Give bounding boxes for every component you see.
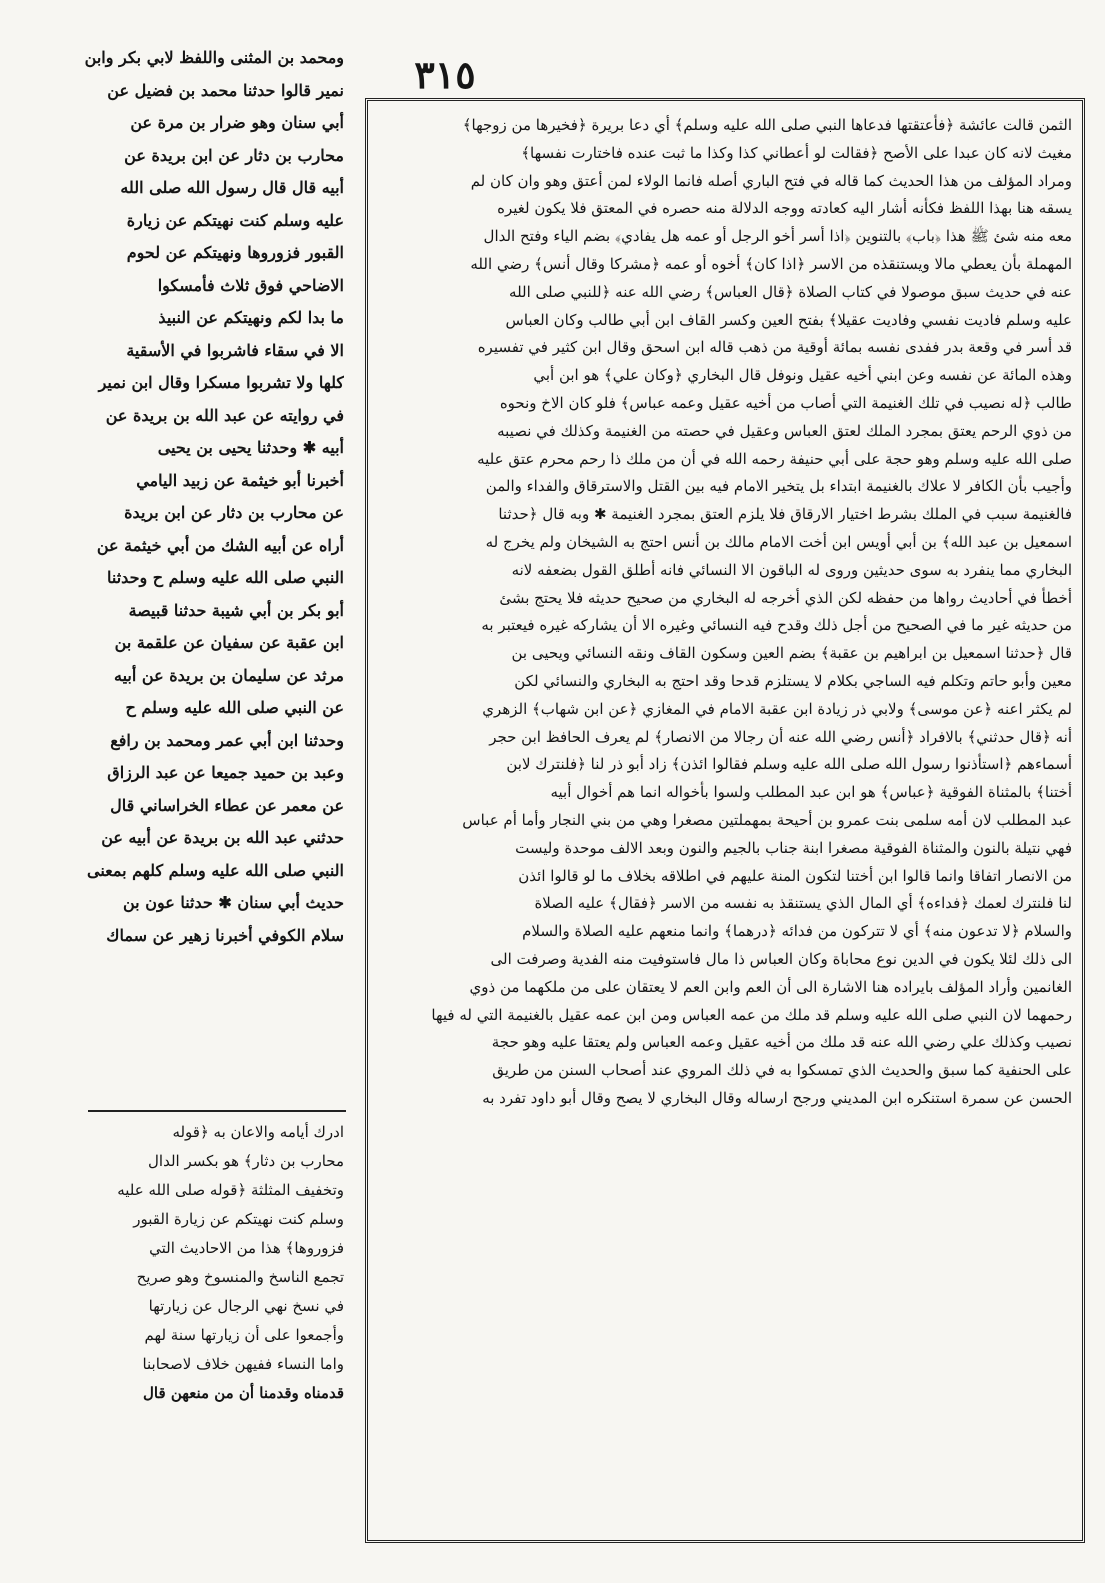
note-line: تجمع الناسخ والمنسوخ وهو صريح — [136, 1268, 344, 1286]
commentary-line: مغيث لانه كان عبدا على الأصح ﴿فقالت لو أعطاني كذا وكذا ما ثبت عنده فاختارت نفسها﴾ — [521, 143, 1072, 162]
commentary-line: فهي نتيلة بالنون والمثناة الفوقية مصغرا ابنة جناب بالجيم والنون وبعد الالف موحدة وليست — [515, 838, 1072, 857]
commentary-line: يسقه هنا بهذا اللفظ فكأنه أشار اليه كعادته ووجه الدلالة منه حصره في المعتق فلا يكون لغيره — [497, 199, 1072, 218]
commentary-line: الى ذلك لئلا يكون في الدين نوع محاباة وكان العباس ذا مال فاستوفيت منه الفدية وصرفت الى — [490, 949, 1072, 968]
hadith-line: كلها ولا تشربوا مسكرا وقال ابن نمير — [98, 373, 344, 392]
hadith-line: أراه عن أبيه الشك من أبي خيثمة عن — [96, 535, 344, 555]
commentary-line: عبد المطلب لان أمه سلمى بنت عمرو بن أحيحة بمهملتين مصغرا وهي من بني النجار وأما أم عباس — [462, 810, 1072, 829]
commentary-line: أنه ﴿قال حدثني﴾ بالافراد ﴿أنس رضي الله عنه أن رجالا من الانصار﴾ لم يعرف الحافظ ابن حجر — [489, 727, 1072, 746]
commentary-line: طالب ﴿له نصيب في تلك الغنيمة التي أصاب من أخيه عقيل وعمه عباس﴾ فلو كان الاخ ونحوه — [499, 393, 1072, 412]
commentary-line: نصيب وكذلك علي رضي الله عنه قد ملك من أخيه عقيل وعمه العباس ولم يعتقا عليه وهو حجة — [491, 1033, 1072, 1052]
commentary-line: عنه في حديث سبق موصولا في كتاب الصلاة ﴿قال العباس﴾ رضي الله عنه ﴿للنبي صلى الله — [509, 282, 1072, 301]
commentary-line: من حديثه غير ما في الصحيح من أجل ذلك وقدح فيه النسائي وغيره الا أن يشاركه غيره فيعتبر به — [481, 616, 1072, 635]
hadith-line: عن محارب بن دثار عن ابن بريدة — [124, 503, 344, 522]
commentary-line: أخطأ في أحاديث رواها من حفظه لكن الذي أخرجه له البخاري من صحيح حديثه فلا يحتج بشئ — [499, 588, 1072, 607]
commentary-line: المهملة بأن يعطي مالا ويستنقذه من الاسر ﴿اذا كان﴾ أخوه أو عمه ﴿مشركا وقال أنس﴾ رضي الله — [470, 254, 1072, 273]
hadith-line: أخبرنا أبو خيثمة عن زبيد اليامي — [136, 470, 344, 490]
note-line: ادرك أيامه والاعان به ﴿قوله — [172, 1123, 344, 1141]
hadith-line: وعبد بن حميد جميعا عن عبد الرزاق — [107, 763, 344, 782]
commentary-line: الثمن قالت عائشة ﴿فأعتقتها فدعاها النبي صلى الله عليه وسلم﴾ أي دعا بريرة ﴿فخيرها من زوجها﴾ — [462, 116, 1072, 134]
hadith-line: القبور فزوروها ونهيتكم عن لحوم — [126, 243, 344, 262]
note-line: وسلم كنت نهيتكم عن زيارة القبور — [133, 1210, 344, 1228]
commentary-line: اسمعيل بن عبد الله﴾ بن أبي أويس ابن أخت الامام مالك بن أنس احتج به الشيخان ولم يخرج له — [485, 532, 1072, 551]
commentary-line: وهذه المائة عن نفسه وعن ابني أخيه عقيل ونوفل قال البخاري ﴿وكان علي﴾ هو ابن أبي — [533, 366, 1072, 385]
hadith-line: نمير قالوا حدثنا محمد بن فضيل عن — [107, 80, 344, 100]
commentary-line: أختنا﴾ بالمثناة الفوقية ﴿عباس﴾ هو ابن عبد المطلب ولسوا بأخواله انما هم أخوال أبيه — [550, 783, 1072, 802]
note-line: فزوروها﴾ هذا من الاحاديث التي — [149, 1239, 344, 1257]
main-commentary — [378, 112, 1072, 1532]
side-column-divider — [88, 1110, 346, 1112]
commentary-line: الغانمين وأراد المؤلف بايراده هنا الاشارة الى أن العم وابن العم لا يعتقان على من ملكهما من ذوي — [469, 977, 1072, 996]
commentary-line: قال ﴿حدثنا اسمعيل بن ابراهيم بن عقبة﴾ بضم العين وسكون القاف ونقه النسائي ويحيى بن — [511, 644, 1072, 663]
hadith-line: سلام الكوفي أخبرنا زهير عن سماك — [106, 925, 344, 945]
note-line: في نسخ نهي الرجال عن زيارتها — [148, 1297, 344, 1315]
hadith-line: أبي سنان وهو ضرار بن مرة عن — [130, 113, 344, 132]
commentary-line: معين وأبو حاتم وتكلم فيه الساجي بكلام لا يستلزم قدحا وقد احتج به البخاري والنسائي لكن — [514, 671, 1072, 690]
note-line: قدمناه وقدمنا أن من منعهن قال — [143, 1384, 344, 1402]
commentary-line: فالغنيمة سبب في الملك بشرط اختيار الارقاق فلا يلزم العتق بمجرد الغنيمة ✱ وبه قال ﴿حدثنا — [498, 505, 1072, 524]
page-number: ٣١٥ — [414, 52, 476, 97]
commentary-line: لم يكثر اعنه ﴿عن موسى﴾ ولابي ذر زيادة ابن عقبة الامام في المغازي ﴿عن ابن شهاب﴾ الزهري — [482, 699, 1072, 718]
hadith-line: الاضاحي فوق ثلاث فأمسكوا — [157, 275, 344, 295]
hadith-line: النبي صلى الله عليه وسلم كلهم بمعنى — [87, 860, 344, 880]
commentary-line: من الانصار اتفاقا وانما قالوا ابن أختنا لتكون المنة عليهم في اطلاقه بخلاف ما لو قالوا ائذن — [518, 866, 1072, 885]
commentary-line: من ذوي الرحم يعتق بمجرد الملك لعتق العباس وعقيل في حصته من الغنيمة وكذلك في نصيبه — [497, 421, 1072, 440]
hadith-line: وحدثنا ابن أبي عمر ومحمد بن رافع — [110, 730, 344, 750]
commentary-line: وأجيب بأن الكافر لا علاك بالغنيمة ابتداء بل يتخير الامام فيه بين القتل والاسترقاق والفداء والمن — [485, 477, 1072, 496]
note-line: وتخفيف المثلثة ﴿قوله صلى الله عليه — [117, 1181, 344, 1199]
hadith-line: ومحمد بن المثنى واللفظ لابي بكر وابن — [84, 48, 344, 67]
commentary-line: معه منه شئ ﷺ هذا ﴿باب﴾ بالتنوين ﴿اذا أسر أخو الرجل أو عمه هل يفادي﴾ بضم الياء وفتح الدال — [483, 227, 1072, 246]
commentary-line: الحسن عن سمرة استنكره ابن المديني ورجح ارساله وقال البخاري لا يصح وقال أبو داود تفرد به — [482, 1088, 1072, 1107]
hadith-line: مرثد عن سليمان بن بريدة عن أبيه — [114, 665, 344, 685]
hadith-line: ما بدا لكم ونهيتكم عن النبيذ — [158, 308, 344, 327]
hadith-line: أبيه قال قال رسول الله صلى الله — [120, 178, 344, 197]
hadith-line: عليه وسلم كنت نهيتكم عن زيارة — [126, 210, 344, 230]
side-hadith-column — [82, 42, 344, 1097]
commentary-line: عليه وسلم فاديت نفسي وفاديت عقيلا﴾ بفتح العين وكسر القاف ابن أبي طالب وكان العباس — [505, 310, 1072, 329]
commentary-line: قد أسر في وقعة بدر ففدى نفسه بمائة أوقية من ذهب قاله ابن اسحق وقال ابن كثير في تفسيره — [477, 338, 1072, 357]
hadith-line: محارب بن دثار عن ابن بريدة عن — [124, 145, 344, 165]
hadith-line: حدثني عبد الله بن بريدة عن أبيه عن — [101, 828, 344, 847]
commentary-line: ومراد المؤلف من هذا الحديث كما قاله في فتح الباري أصله فانما الولاء لمن أعتق وهو وان كان لم — [470, 171, 1072, 190]
note-line: وأجمعوا على أن زيارتها سنة لهم — [144, 1326, 344, 1344]
commentary-line: أسماءهم ﴿استأذنوا رسول الله صلى الله عليه وسلم فقالوا ائذن﴾ زاد أبو ذر لنا ﴿فلنترك لابن — [506, 755, 1072, 774]
commentary-line: والسلام ﴿لا تدعون منه﴾ أي لا تتركون من فدائه ﴿درهما﴾ وانما منعهم عليه الصلاة والسلام — [522, 922, 1072, 941]
hadith-line: عن النبي صلى الله عليه وسلم ح — [125, 698, 344, 717]
hadith-line: في روايته عن عبد الله بن بريدة عن — [105, 405, 344, 425]
note-line: محارب بن دثار﴾ هو بكسر الدال — [148, 1152, 344, 1170]
commentary-line: رحمهما لان النبي صلى الله عليه وسلم قد ملك من عمه العباس ومن ابن عمه عقيل بالغنيمة التي له فيها — [431, 1005, 1072, 1024]
hadith-line: الا في سقاء فاشربوا في الأسقية — [126, 340, 344, 360]
note-line: واما النساء ففيهن خلاف لاصحابنا — [142, 1355, 344, 1373]
commentary-line: البخاري مما ينفرد به سوى حديثين وروى له الباقون الا النسائي فانه أطلق القول بضعفه لانه — [511, 560, 1072, 579]
hadith-line: عن معمر عن عطاء الخراساني قال — [110, 795, 344, 815]
hadith-line: النبي صلى الله عليه وسلم ح وحدثنا — [107, 568, 344, 587]
hadith-line: ابن عقبة عن سفيان عن علقمة بن — [114, 633, 344, 652]
side-notes-column — [82, 1118, 344, 1568]
commentary-line: لنا فلنترك لعمك ﴿فداءه﴾ أي المال الذي يستنقذ به نفسه من الاسر ﴿فقال﴾ عليه الصلاة — [534, 894, 1072, 913]
hadith-line: أبو بكر بن أبي شيبة حدثنا قبيصة — [128, 600, 344, 620]
commentary-line: صلى الله عليه وسلم وهو حجة على أبي حنيفة رحمه الله في أن من ملك ذا رحم محرم عتق عليه — [477, 449, 1072, 468]
commentary-line: على الحنفية كما سبق والحديث الذي تمسكوا به في ذلك المروي عند أصحاب السنن من طريق — [492, 1061, 1072, 1080]
hadith-line: أبيه ✱ وحدثنا يحيى بن يحيى — [157, 438, 344, 457]
hadith-line: حديث أبي سنان ✱ حدثنا عون بن — [122, 893, 344, 912]
